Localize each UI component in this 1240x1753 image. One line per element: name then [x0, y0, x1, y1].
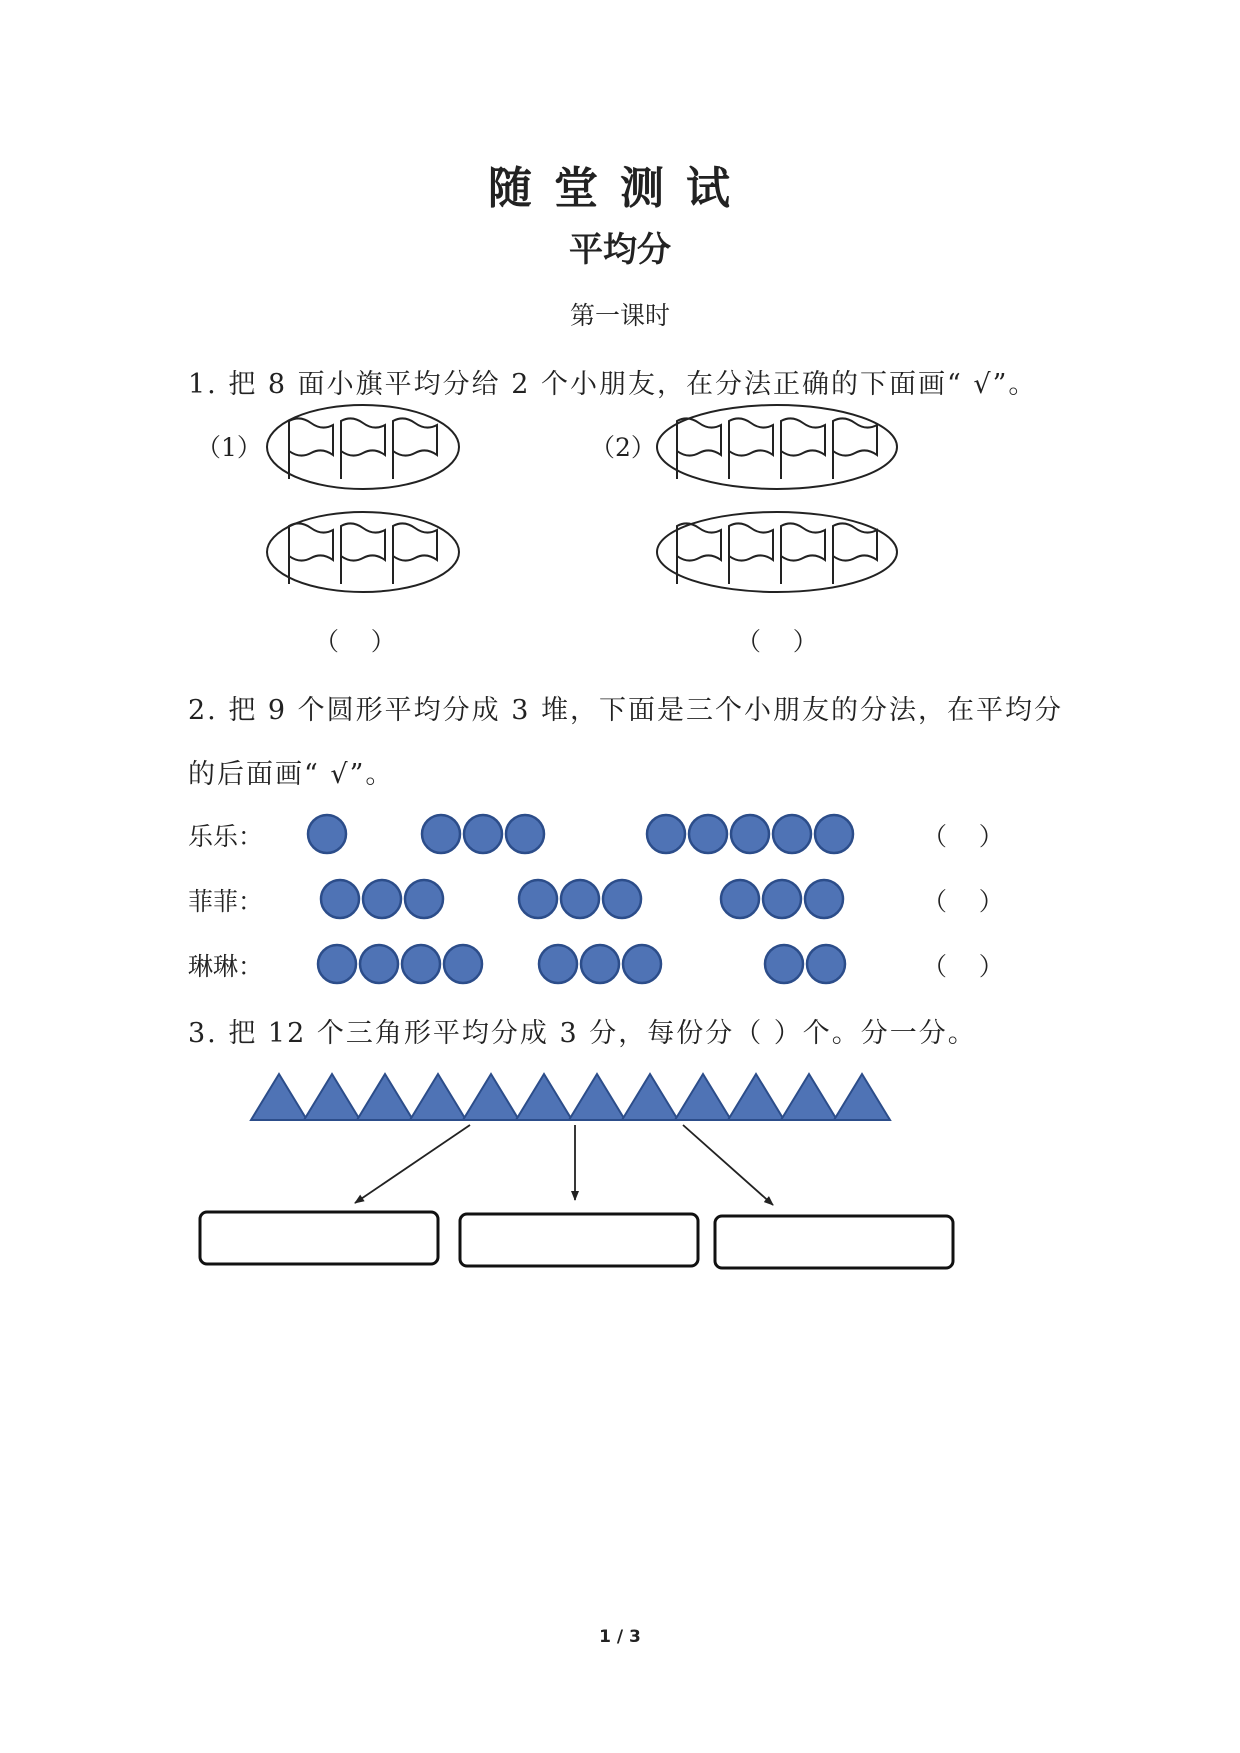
triangle-shape: [728, 1074, 784, 1120]
flag-icon: [729, 523, 773, 584]
triangle-shape: [463, 1074, 519, 1120]
circle-shape: [581, 945, 619, 983]
page-title: 随堂测试: [488, 163, 752, 214]
q1-option-2-answer[interactable]: （ ）: [736, 627, 818, 656]
q2-row-3-name: 琳琳：: [188, 952, 264, 981]
flag-icon: [781, 523, 825, 584]
circle-shape: [321, 880, 359, 918]
flag-icon: [833, 418, 877, 479]
question-2-text-line1: 2. 把 9 个圆形平均分成 3 堆，下面是三个小朋友的分法，在平均分: [188, 695, 1064, 726]
circle-shape: [689, 815, 727, 853]
circle-shape: [815, 815, 853, 853]
q2-row-1-name: 乐乐：: [188, 822, 264, 851]
q1-option-2-group-1-ellipse: [657, 405, 897, 489]
q2-row-1-answer[interactable]: （ ）: [922, 822, 1004, 851]
circle-shape: [318, 945, 356, 983]
circle-shape: [405, 880, 443, 918]
flag-icon: [677, 523, 721, 584]
circle-shape: [721, 880, 759, 918]
flag-icon: [677, 418, 721, 479]
circle-shape: [765, 945, 803, 983]
circle-shape: [807, 945, 845, 983]
circle-shape: [763, 880, 801, 918]
flag-icon: [341, 418, 385, 479]
q1-option-1-group-1-ellipse: [267, 405, 459, 489]
q2-row-3-answer[interactable]: （ ）: [922, 952, 1004, 981]
q3-arrow-3: [683, 1125, 773, 1205]
circle-shape: [444, 945, 482, 983]
triangle-shape: [251, 1074, 307, 1120]
circle-shape: [731, 815, 769, 853]
triangle-shape: [410, 1074, 466, 1120]
flag-icon: [393, 418, 437, 479]
circle-shape: [561, 880, 599, 918]
triangle-shape: [357, 1074, 413, 1120]
q2-row-2-answer[interactable]: （ ）: [922, 887, 1004, 916]
circle-shape: [360, 945, 398, 983]
circle-shape: [402, 945, 440, 983]
circle-shape: [363, 880, 401, 918]
flag-icon: [289, 523, 333, 584]
triangle-shape: [834, 1074, 890, 1120]
q1-option-2-label: （2）: [590, 433, 656, 462]
triangle-shape: [569, 1074, 625, 1120]
q1-option-1-answer[interactable]: （ ）: [314, 627, 396, 656]
page-number: 1 / 3: [599, 1627, 641, 1647]
circle-shape: [805, 880, 843, 918]
circle-shape: [773, 815, 811, 853]
circle-shape: [308, 815, 346, 853]
q1-option-1-label: （1）: [196, 433, 262, 462]
flag-icon: [833, 523, 877, 584]
lesson-label: 第一课时: [569, 301, 670, 330]
q2-row-2-name: 菲菲：: [188, 887, 264, 916]
circle-shape: [539, 945, 577, 983]
circle-shape: [464, 815, 502, 853]
flag-icon: [341, 523, 385, 584]
flag-icon: [729, 418, 773, 479]
circle-shape: [422, 815, 460, 853]
circle-shape: [603, 880, 641, 918]
triangle-shape: [675, 1074, 731, 1120]
triangle-shape: [304, 1074, 360, 1120]
q3-answer-box-1[interactable]: [200, 1212, 438, 1264]
flag-icon: [781, 418, 825, 479]
question-3-text: 3. 把 12 个三角形平均分成 3 分，每份分（ ）个。分一分。: [188, 1018, 977, 1049]
triangle-shape: [622, 1074, 678, 1120]
question-1-text: 1. 把 8 面小旗平均分给 2 个小朋友，在分法正确的下面画“ √”。: [188, 369, 1038, 400]
circle-shape: [647, 815, 685, 853]
circle-shape: [506, 815, 544, 853]
triangle-shape: [516, 1074, 572, 1120]
flag-icon: [393, 523, 437, 584]
flag-icon: [289, 418, 333, 479]
page-subtitle: 平均分: [569, 230, 671, 270]
q3-arrow-1: [355, 1125, 470, 1203]
question-2-text-line2: 的后面画“ √”。: [188, 759, 395, 790]
circle-shape: [623, 945, 661, 983]
triangle-shape: [781, 1074, 837, 1120]
q3-answer-box-2[interactable]: [460, 1214, 698, 1266]
q3-answer-box-3[interactable]: [715, 1216, 953, 1268]
circle-shape: [519, 880, 557, 918]
